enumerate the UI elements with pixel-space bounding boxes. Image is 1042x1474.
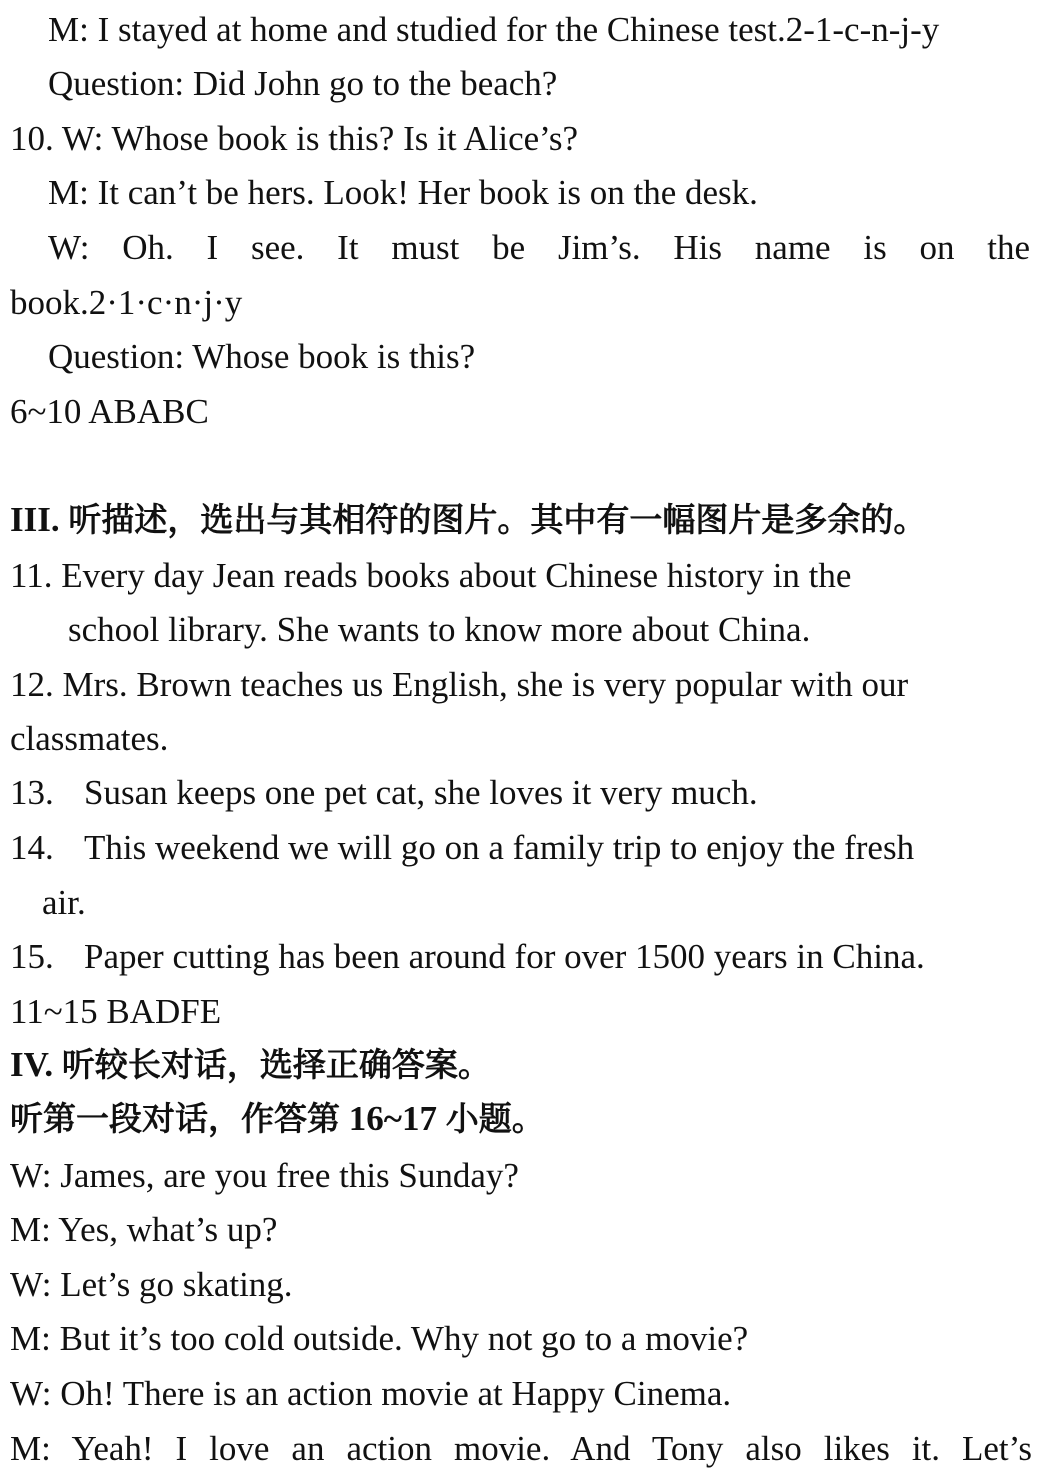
- dialogue-line: M: It can’t be hers. Look! Her book is on the desk.: [48, 173, 758, 212]
- dialogue-line: M: But it’s too cold outside. Why not go to a movie?: [10, 1319, 749, 1358]
- dialogue-line-10: 10. W: Whose book is this? Is it Alice’s?: [10, 119, 579, 158]
- dialogue-line: W: James, are you free this Sunday?: [10, 1156, 519, 1195]
- item-number: 13.: [10, 773, 54, 812]
- item-15: [10, 937, 1032, 977]
- item-11-continuation: school library. She wants to know more about China.: [68, 610, 811, 649]
- section-number: IV.: [10, 1045, 54, 1084]
- section-heading-iv: [10, 1045, 1032, 1085]
- dialogue-line-continuation: book.2·1·c·n·j·y: [10, 283, 243, 322]
- section-instruction: 听描述，选出与其相符的图片。其中有一幅图片是多余的。: [68, 500, 927, 539]
- section-number: III.: [10, 500, 60, 539]
- dialogue-line: M: Yes, what’s up?: [10, 1210, 278, 1249]
- item-12: 12. Mrs. Brown teaches us English, she is very popular with our: [10, 665, 909, 704]
- dialogue-line: W: Oh! There is an action movie at Happy Cinema.: [10, 1374, 732, 1413]
- dialogue-line: M: Yeah! I love an action movie. And Tony also likes it. Let’s: [10, 1429, 1032, 1468]
- section-instruction: 听较长对话，选择正确答案。: [61, 1045, 491, 1084]
- question-line: Question: Did John go to the beach?: [48, 64, 558, 103]
- item-number: 14.: [10, 828, 54, 867]
- item-text: Paper cutting has been around for over 1500 years in China.: [84, 937, 925, 976]
- answer-key-11-15: 11~15 BADFE: [10, 992, 222, 1031]
- item-11: 11. Every day Jean reads books about Chinese history in the: [10, 556, 852, 595]
- dialogue-line: M: I stayed at home and studied for the Chinese test.2-1-c-n-j-y: [48, 10, 940, 49]
- sub-instruction-text: 小题。: [445, 1099, 545, 1138]
- sub-instruction-text: 听第一段对话，作答第: [10, 1099, 340, 1138]
- answer-key-6-10: 6~10 ABABC: [10, 392, 209, 431]
- item-text: Susan keeps one pet cat, she loves it very much.: [84, 773, 758, 812]
- dialogue-line: W: Let’s go skating.: [10, 1265, 293, 1304]
- item-number: 15.: [10, 937, 54, 976]
- dialogue-line: W: Oh. I see. It must be Jim’s. His name is on the: [48, 228, 1030, 267]
- section-heading-iii: [10, 500, 1032, 540]
- item-14: [10, 828, 1032, 868]
- question-line: Question: Whose book is this?: [48, 337, 476, 376]
- item-14-continuation: air.: [42, 883, 86, 922]
- question-range: 16~17: [348, 1099, 437, 1138]
- sub-instruction: [10, 1099, 1032, 1139]
- item-12-continuation: classmates.: [10, 719, 169, 758]
- item-text: This weekend we will go on a family trip to enjoy the fresh: [84, 828, 915, 867]
- item-13: [10, 773, 1032, 813]
